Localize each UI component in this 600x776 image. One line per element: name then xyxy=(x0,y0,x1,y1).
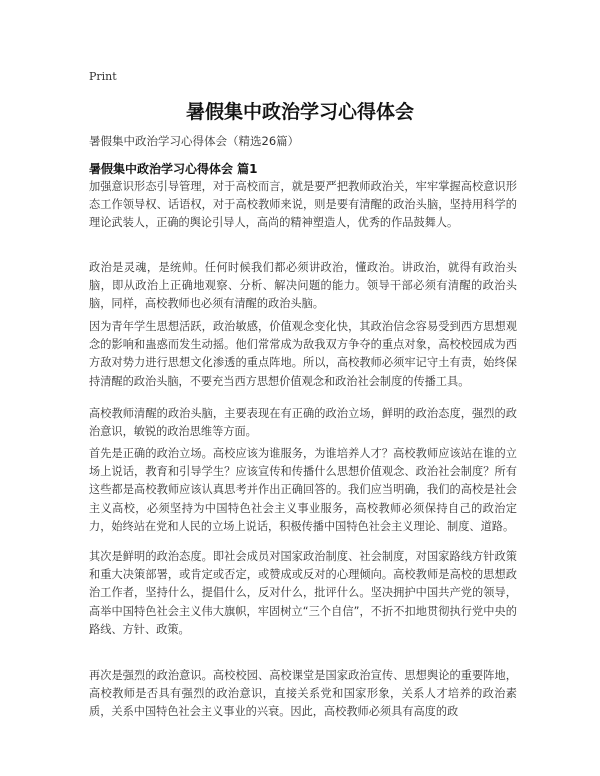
paragraph-4: 高校教师清醒的政治头脑，主要表现在有正确的政治立场，鲜明的政治态度，强烈的政治意识，敏锐的政治思维等方面。 xyxy=(89,407,517,439)
paragraph-1: 加强意识形态引导管理，对于高校而言，就是要严把教师政治关，牢牢掌握高校意识形态工作领导权、话语权，对于高校教师来说，则是要有清醒的政治头脑，坚持用科学的理论武装人，正确的舆论引导人，高尚的精神塑造人，优秀的作品鼓舞人。 xyxy=(89,180,517,230)
subtitle: 暑假集中政治学习心得体会（精选26篇） xyxy=(89,134,300,148)
paragraph-3: 因为青年学生思想活跃，政治敏感，价值观念变化快，其政治信念容易受到西方思想观念的影响和蛊惑而发生动摇。他们常常成为敌我双方争夺的重点对象，高校校园成为西方敌对势力进行思想文化渗透的重点阵地。所以，高校教师必须牢记守土有责，始终保持清醒的政治头脑，不要充当西方思想价值观念和政治社会制度的传播工具。 xyxy=(89,320,517,388)
paragraph-6: 其次是鲜明的政治态度。即社会成员对国家政治制度、社会制度，对国家路线方针政策和重大决策部署，或肯定或否定，或赞成或反对的心理倾向。高校教师是高校的思想政治工作者，坚持什么，提倡什么，反对什么，批评什么。坚决拥护中国共产党的领导，高举中国特色社会主义伟大旗帜，牢固树立“三个自信”，不折不扣地贯彻执行党中央的路线、方针、政策。 xyxy=(89,550,517,636)
paragraph-2: 政治是灵魂，是统帅。任何时候我们都必须讲政治，懂政治。讲政治，就得有政治头脑，即从政治上正确地观察、分析、解决问题的能力。领导干部必须有清醒的政治头脑，同样，高校教师也必须有清醒的政治头脑。 xyxy=(89,261,517,311)
section-heading: 暑假集中政治学习心得体会 篇1 xyxy=(89,162,258,176)
print-link[interactable]: Print xyxy=(89,70,117,83)
paragraph-5: 首先是正确的政治立场。高校应该为谁服务，为谁培养人才？高校教师应该站在谁的立场上说话，教育和引导学生？应该宣传和传播什么思想价值观念、政治社会制度？所有这些都是高校教师应该认真思考并作出正确回答的。我们应当明确，我们的高校是社会主义高校，必须坚持为中国特色社会主义事业服务，高校教师必须保持自己的政治定力，始终站在党和人民的立场上说话，积极传播中国特色社会主义理论、制度、道路。 xyxy=(89,447,517,533)
page-title: 暑假集中政治学习心得体会 xyxy=(185,101,414,123)
paragraph-7: 再次是强烈的政治意识。高校校园、高校课堂是国家政治宣传、思想舆论的重要阵地，高校教师是否具有强烈的政治意识，直接关系党和国家形象，关系人才培养的政治素质，关系中国特色社会主义事业的兴衰。因此，高校教师必须具有高度的政 xyxy=(89,669,517,719)
